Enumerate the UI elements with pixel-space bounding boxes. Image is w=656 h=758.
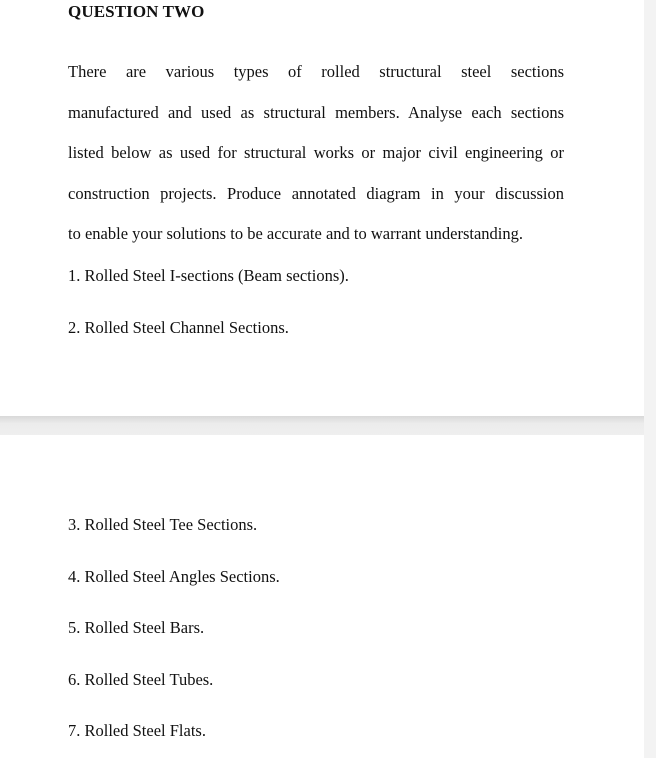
question-paragraph: [68, 52, 564, 255]
paragraph-line: construction projects. Produce annotated diagram in your discussion: [68, 183, 564, 203]
list-item: 4. Rolled Steel Angles Sections.: [68, 567, 280, 586]
list-item: 7. Rolled Steel Flats.: [68, 721, 206, 740]
list-item: 6. Rolled Steel Tubes.: [68, 670, 214, 689]
document-page-2: [0, 435, 644, 758]
list-item: 5. Rolled Steel Bars.: [68, 618, 205, 637]
list-item: 3. Rolled Steel Tee Sections.: [68, 515, 258, 534]
paragraph-line: to enable your solutions to be accurate and to warrant understanding.: [68, 224, 523, 244]
question-heading: QUESTION TWO: [68, 2, 205, 21]
page-separator: [0, 416, 656, 435]
paragraph-line: listed below as used for structural works or major civil engineering or: [68, 143, 564, 163]
paragraph-line: There are various types of rolled structural steel sections: [68, 62, 564, 81]
viewer-scroll-track[interactable]: [644, 0, 656, 758]
paragraph-line: manufactured and used as structural members. Analyse each sections: [68, 102, 564, 122]
list-item: 2. Rolled Steel Channel Sections.: [68, 318, 289, 337]
list-item: 1. Rolled Steel I-sections (Beam sections).: [68, 266, 349, 285]
